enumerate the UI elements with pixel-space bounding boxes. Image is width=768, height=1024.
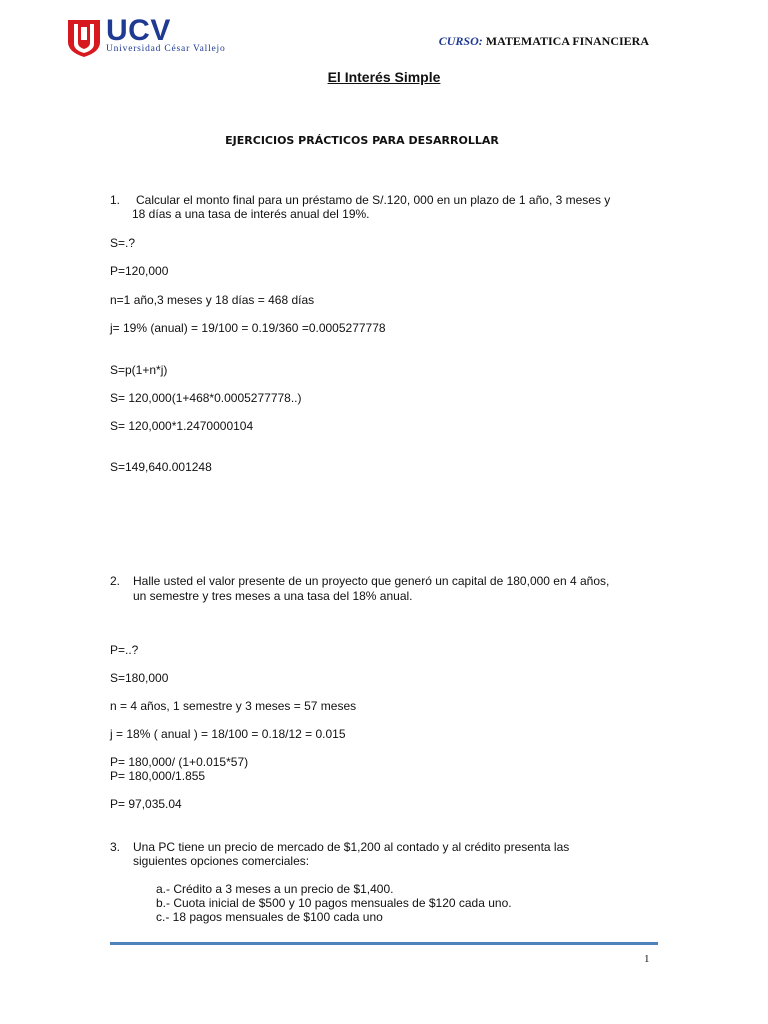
exercise-3-option: c.- 18 pagos mensuales de $100 cada uno [156,910,383,924]
exercise-2-line: P= 180,000/ (1+0.015*57) [110,755,249,769]
exercise-2-line: j = 18% ( anual ) = 18/100 = 0.18/12 = 0.015 [110,727,346,741]
exercise-2-line: P=..? [110,643,139,657]
course-name: MATEMATICA FINANCIERA [485,34,649,48]
exercise-3-number: 3. [110,840,121,854]
exercise-1-line: P=120,000 [110,264,169,278]
exercise-1-line: S= 120,000*1.2470000104 [110,419,254,433]
page-number: 1 [644,953,650,965]
exercise-1-number: 1. [110,193,121,207]
exercise-1-line: n=1 año,3 meses y 18 días = 468 días [110,293,315,307]
exercise-2-number: 2. [110,574,121,588]
exercise-2-statement-line2: un semestre y tres meses a una tasa del 18% anual. [133,589,413,603]
exercise-3-statement-line1: Una PC tiene un precio de mercado de $1,200 al contado y al crédito presenta las [133,840,570,854]
exercise-3-option: a.- Crédito a 3 meses a un precio de $1,400. [156,882,394,896]
exercise-1-line: S= 120,000(1+468*0.0005277778..) [110,391,302,405]
exercise-2-line: n = 4 años, 1 semestre y 3 meses = 57 meses [110,699,357,713]
exercise-2-line: P= 180,000/1.855 [110,769,206,783]
exercise-2-result: P= 97,035.04 [110,797,182,811]
page-title: El Interés Simple [327,69,441,85]
exercise-1-statement-line2: 18 días a una tasa de interés anual del 19%. [132,207,370,221]
exercise-1-statement-line1: Calcular el monto final para un préstamo de S/.120, 000 en un plazo de 1 año, 3 meses y [136,193,611,207]
exercise-2-statement-line1: Halle usted el valor presente de un proyecto que generó un capital de 180,000 en 4 años, [133,574,610,588]
ucv-logo [66,14,226,58]
exercise-1-result: S=149,640.001248 [110,460,212,474]
exercise-3-option: b.- Cuota inicial de $500 y 10 pagos mensuales de $120 cada uno. [156,896,512,910]
logo-text: UCV [106,14,171,47]
exercise-2-line: S=180,000 [110,671,169,685]
logo-subtitle: Universidad César Vallejo [106,44,226,54]
course-header [439,34,649,49]
ucv-shield-icon [66,18,102,58]
section-subtitle: EJERCICIOS PRÁCTICOS PARA DESARROLLAR [225,134,499,147]
course-label: CURSO: [438,34,483,48]
exercise-1-line: S=.? [110,236,136,250]
exercise-3-statement-line2: siguientes opciones comerciales: [133,854,310,868]
exercise-1-line: S=p(1+n*j) [110,363,168,377]
footer-divider [110,942,658,945]
exercise-1-line: j= 19% (anual) = 19/100 = 0.19/360 =0.0005277778 [110,321,386,335]
